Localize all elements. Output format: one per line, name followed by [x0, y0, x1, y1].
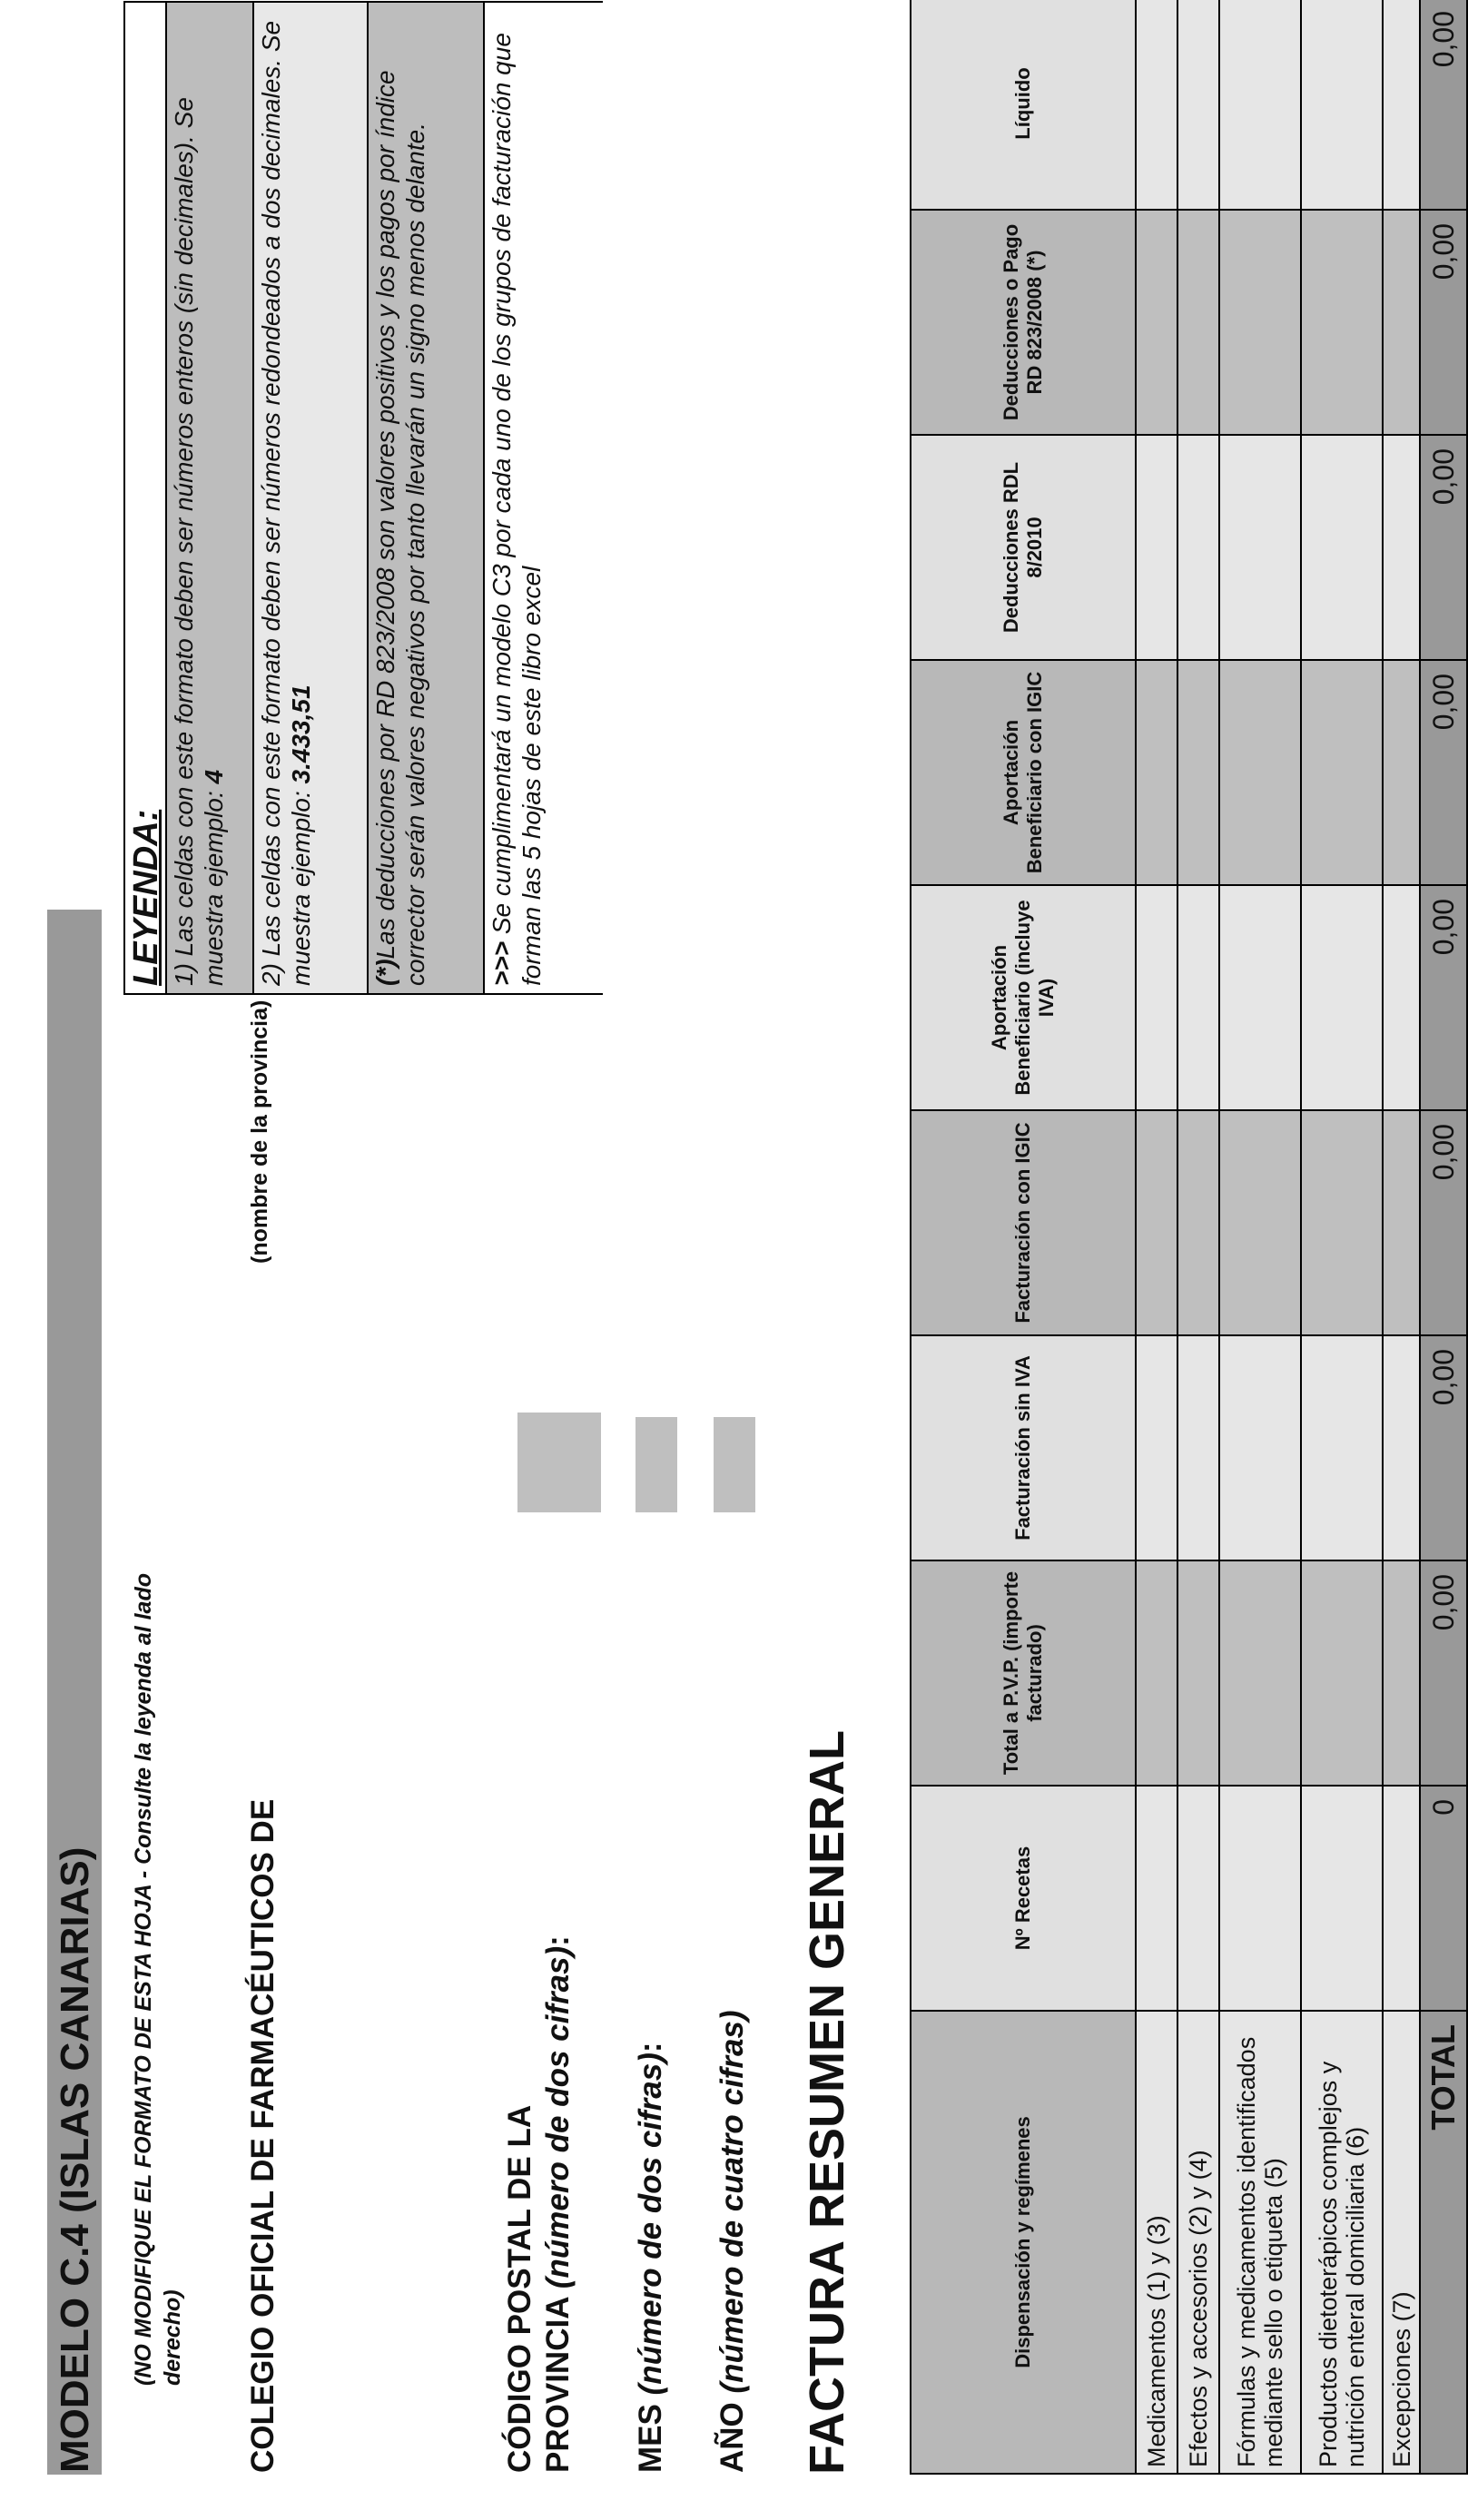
header-deducciones-rd: Deducciones o Pago RD 823/2008 (*): [911, 210, 1136, 435]
input-cell[interactable]: [1136, 1560, 1177, 1786]
input-cell[interactable]: [1177, 0, 1219, 210]
header-facturacion-sin-iva: Facturación sin IVA: [911, 1335, 1136, 1560]
header-aportacion-igic: Aportación Beneficiario con IGIC: [911, 660, 1136, 885]
table-header-row: [911, 0, 1136, 2474]
codigo-postal-label-line1: CÓDIGO POSTAL DE LA: [502, 2104, 537, 2473]
header-dispensacion: Dispensación y regímenes: [911, 2011, 1136, 2474]
legend-title: LEYENDA:: [127, 809, 165, 986]
input-cell[interactable]: [1136, 885, 1177, 1110]
mes-input[interactable]: [635, 1417, 677, 1512]
input-cell[interactable]: [1219, 660, 1301, 885]
input-cell[interactable]: [1177, 210, 1219, 435]
row-label: Fórmulas y medicamentos identificados mediante sello o etiqueta (5): [1219, 2011, 1301, 2474]
input-cell[interactable]: [1383, 660, 1420, 885]
colegio-label: COLEGIO OFICIAL DE FARMACÉUTICOS DE: [245, 1798, 281, 2473]
input-cell[interactable]: [1383, 435, 1420, 660]
legend-item-modelo: >>> Se cumplimentará un modelo C3 por cada uno de los grupos de facturación que forman las 5 hojas de este libro excel: [483, 3, 605, 993]
input-cell[interactable]: [1219, 1786, 1301, 2011]
input-cell[interactable]: [1219, 1110, 1301, 1335]
header-aportacion-iva: Aportación Beneficiario (incluye IVA): [911, 885, 1136, 1110]
header-liquido: Líquido: [911, 0, 1136, 210]
input-cell[interactable]: [1301, 1560, 1383, 1786]
page-title: MODELO C.4 (ISLAS CANARIAS): [53, 1846, 97, 2473]
input-cell[interactable]: [1177, 1786, 1219, 2011]
input-cell[interactable]: [1383, 0, 1420, 210]
input-cell[interactable]: [1136, 210, 1177, 435]
total-aportacion-igic: 0,00: [1420, 660, 1467, 885]
input-cell[interactable]: [1219, 1335, 1301, 1560]
header-recetas: Nº Recetas: [911, 1786, 1136, 2011]
total-liquido: 0,00: [1420, 0, 1467, 210]
input-cell[interactable]: [1136, 435, 1177, 660]
header-total-pvp: Total a P.V.P. (importe facturado): [911, 1560, 1136, 1786]
input-cell[interactable]: [1383, 1560, 1420, 1786]
table-row: [1219, 0, 1301, 2474]
legend-item-decimal: 2) Las celdas con este formato deben ser números redondeados a dos decimales. Se muestra ejemplo: 3.433,51: [252, 3, 367, 993]
total-pvp: 0,00: [1420, 1560, 1467, 1786]
table-row: [1301, 0, 1383, 2474]
input-cell[interactable]: [1301, 1110, 1383, 1335]
page-subtitle: (NO MODIFIQUE EL FORMATO DE ESTA HOJA - Consulte la leyenda al lado derecho): [131, 1572, 185, 2386]
input-cell[interactable]: [1383, 210, 1420, 435]
input-cell[interactable]: [1177, 1560, 1219, 1786]
input-cell[interactable]: [1219, 210, 1301, 435]
ano-label: AÑO (número de cuatro cifras): [714, 2010, 750, 2473]
input-cell[interactable]: [1383, 885, 1420, 1110]
section-title: FACTURA RESUMEN GENERAL: [800, 1729, 854, 2475]
table-row: [1177, 0, 1219, 2474]
total-sin-iva: 0,00: [1420, 1335, 1467, 1560]
total-aportacion-iva: 0,00: [1420, 885, 1467, 1110]
table-row: [1383, 0, 1420, 2474]
table-row: [1136, 0, 1177, 2474]
total-row: [1420, 0, 1467, 2474]
legend-item-integer: 1) Las celdas con este formato deben ser números enteros (sin decimales). Se muestra ejemplo: 4: [165, 3, 252, 993]
input-cell[interactable]: [1177, 885, 1219, 1110]
input-cell[interactable]: [1383, 1786, 1420, 2011]
row-label: Productos dietoterápicos complejos y nutrición enteral domiciliaria (6): [1301, 2011, 1383, 2474]
input-cell[interactable]: [1136, 1786, 1177, 2011]
input-cell[interactable]: [1219, 0, 1301, 210]
input-cell[interactable]: [1301, 1335, 1383, 1560]
input-cell[interactable]: [1383, 1110, 1420, 1335]
codigo-postal-input[interactable]: [517, 1413, 601, 1512]
input-cell[interactable]: [1219, 435, 1301, 660]
total-deducciones-rd: 0,00: [1420, 210, 1467, 435]
input-cell[interactable]: [1301, 435, 1383, 660]
factura-table: [910, 0, 1468, 2475]
row-label: Excepciones (7): [1383, 2011, 1420, 2474]
input-cell[interactable]: [1383, 1335, 1420, 1560]
input-cell[interactable]: [1136, 1335, 1177, 1560]
input-cell[interactable]: [1177, 660, 1219, 885]
row-label: Efectos y accesorios (2) y (4): [1177, 2011, 1219, 2474]
legend-item-deducciones: (*)Las deducciones por RD 823/2008 son valores positivos y los pagos por índice corrector serán valores negativos por tanto llevarán un signo menos delante.: [367, 3, 483, 993]
colegio-note: (nombre de la provincia): [247, 999, 272, 1264]
input-cell[interactable]: [1301, 0, 1383, 210]
mes-label: MES (número de dos cifras):: [633, 2042, 668, 2473]
input-cell[interactable]: [1301, 660, 1383, 885]
input-cell[interactable]: [1301, 1786, 1383, 2011]
input-cell[interactable]: [1177, 1110, 1219, 1335]
input-cell[interactable]: [1136, 1110, 1177, 1335]
input-cell[interactable]: [1177, 1335, 1219, 1560]
total-igic: 0,00: [1420, 1110, 1467, 1335]
input-cell[interactable]: [1219, 1560, 1301, 1786]
header-facturacion-igic: Facturación con IGIC: [911, 1110, 1136, 1335]
ano-input[interactable]: [714, 1417, 755, 1512]
input-cell[interactable]: [1136, 660, 1177, 885]
input-cell[interactable]: [1301, 885, 1383, 1110]
input-cell[interactable]: [1219, 885, 1301, 1110]
input-cell[interactable]: [1301, 210, 1383, 435]
legend-box: [123, 1, 603, 995]
total-label: TOTAL: [1420, 2011, 1467, 2474]
total-deducciones-rdl: 0,00: [1420, 435, 1467, 660]
codigo-postal-label: [501, 1935, 577, 2473]
header-deducciones-rdl: Deducciones RDL 8/2010: [911, 435, 1136, 660]
input-cell[interactable]: [1177, 435, 1219, 660]
input-cell[interactable]: [1136, 0, 1177, 210]
total-recetas: 0: [1420, 1786, 1467, 2011]
row-label: Medicamentos (1) y (3): [1136, 2011, 1177, 2474]
codigo-postal-label-line2: PROVINCIA (número de dos cifras):: [540, 1935, 576, 2473]
